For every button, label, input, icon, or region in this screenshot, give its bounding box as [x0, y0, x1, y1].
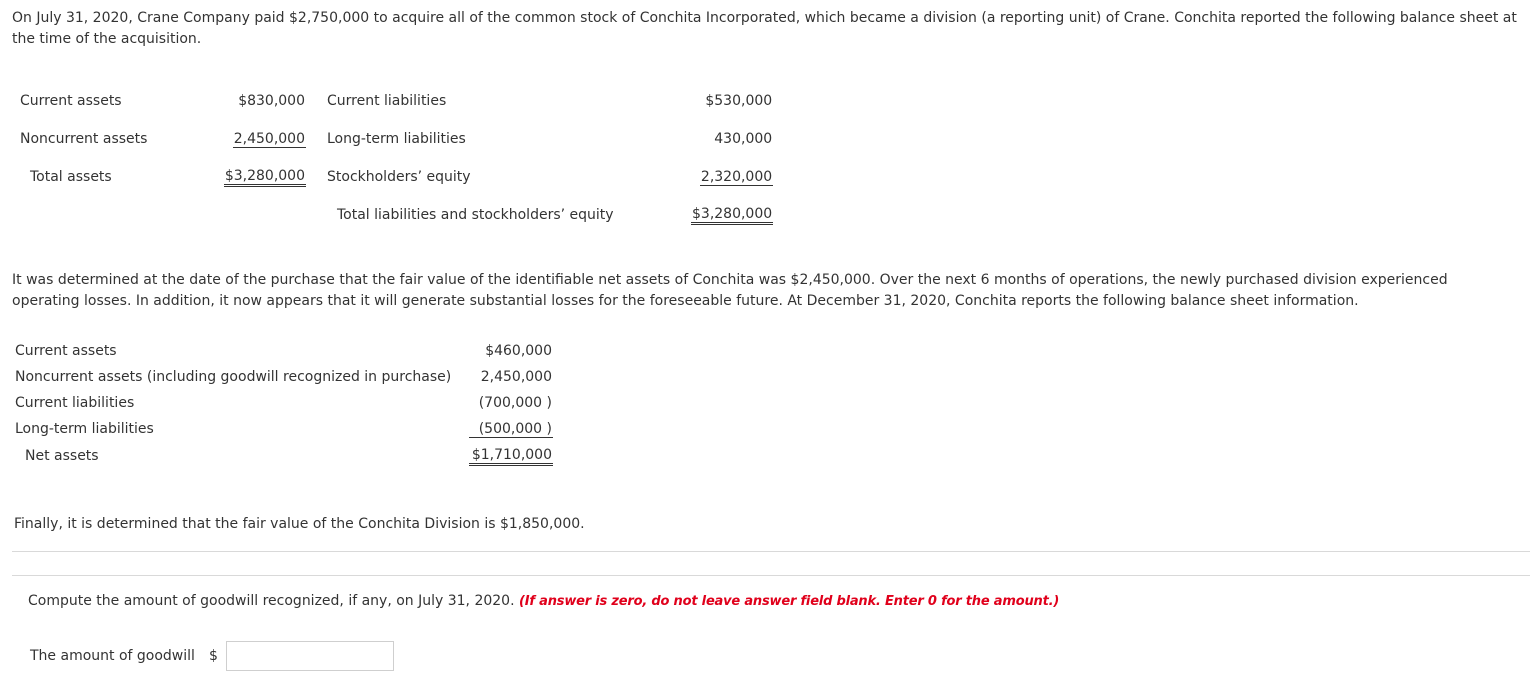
- row-label: Total assets: [30, 169, 112, 185]
- row-value: 430,000: [714, 131, 773, 147]
- table-row: [20, 82, 773, 120]
- row-label: Current liabilities: [15, 395, 135, 411]
- row-label: Net assets: [25, 448, 99, 464]
- row-label: Current assets: [20, 93, 122, 109]
- answer-row: [30, 640, 394, 672]
- divider: [12, 551, 1530, 552]
- acquisition-balance-sheet: [20, 82, 773, 234]
- row-value: 2,450,000: [480, 369, 552, 385]
- total-label: Total liabilities and stockholders’ equity: [337, 207, 614, 223]
- purchase-paragraph: It was determined at the date of the purchase that the fair value of the identifiable net assets of Conchita was $2,450,000. Over the next 6 months of operations, the newly purchased division experienced operating losses. In addition, it now appears that it will generate substantial losses for the foreseeable future. At December 31, 2020, Conchita reports the following balance sheet information.: [12, 272, 1448, 309]
- table-row: [20, 158, 773, 196]
- table-row: [15, 338, 553, 364]
- row-label: Long-term liabilities: [327, 131, 466, 147]
- december-balance-info: [15, 338, 553, 470]
- answer-label: The amount of goodwill: [30, 648, 195, 664]
- row-value: (700,000 ): [478, 395, 552, 411]
- row-label: Noncurrent assets (including goodwill recognized in purchase): [15, 369, 452, 385]
- row-value: (500,000 ): [469, 416, 553, 442]
- table-row: [20, 196, 773, 234]
- row-value: $460,000: [485, 343, 552, 359]
- currency-symbol: $: [208, 648, 218, 664]
- row-value: $530,000: [705, 93, 773, 109]
- question-instruction: (If answer is zero, do not leave answer field blank. Enter 0 for the amount.): [519, 594, 1060, 609]
- intro-paragraph: On July 31, 2020, Crane Company paid $2,750,000 to acquire all of the common stock of Conchita Incorporated, which became a division (a reporting unit) of Crane. Conchita reported the following balance sheet at the time of the acquisition.: [12, 10, 1517, 47]
- total-value: $3,280,000: [691, 196, 773, 234]
- divider: [12, 575, 1530, 576]
- row-label: Noncurrent assets: [20, 131, 148, 147]
- row-value: $3,280,000: [186, 158, 306, 196]
- goodwill-amount-input[interactable]: [226, 641, 394, 671]
- table-row: [15, 390, 553, 416]
- row-label: Current liabilities: [327, 93, 447, 109]
- fair-value-paragraph: Finally, it is determined that the fair value of the Conchita Division is $1,850,000.: [14, 516, 585, 532]
- table-row: [20, 120, 773, 158]
- table-row: [15, 364, 553, 390]
- table-row: [15, 416, 553, 442]
- row-label: Current assets: [15, 343, 117, 359]
- row-value: $830,000: [238, 93, 305, 109]
- question-text: [28, 593, 1059, 609]
- table-row: [15, 442, 553, 470]
- row-value: 2,320,000: [700, 168, 773, 185]
- row-value: $1,710,000: [469, 442, 553, 470]
- question-prompt: Compute the amount of goodwill recognized, if any, on July 31, 2020.: [28, 593, 519, 609]
- row-label: Long-term liabilities: [15, 421, 154, 437]
- row-label: Stockholders’ equity: [327, 169, 471, 185]
- row-value: 2,450,000: [233, 130, 305, 147]
